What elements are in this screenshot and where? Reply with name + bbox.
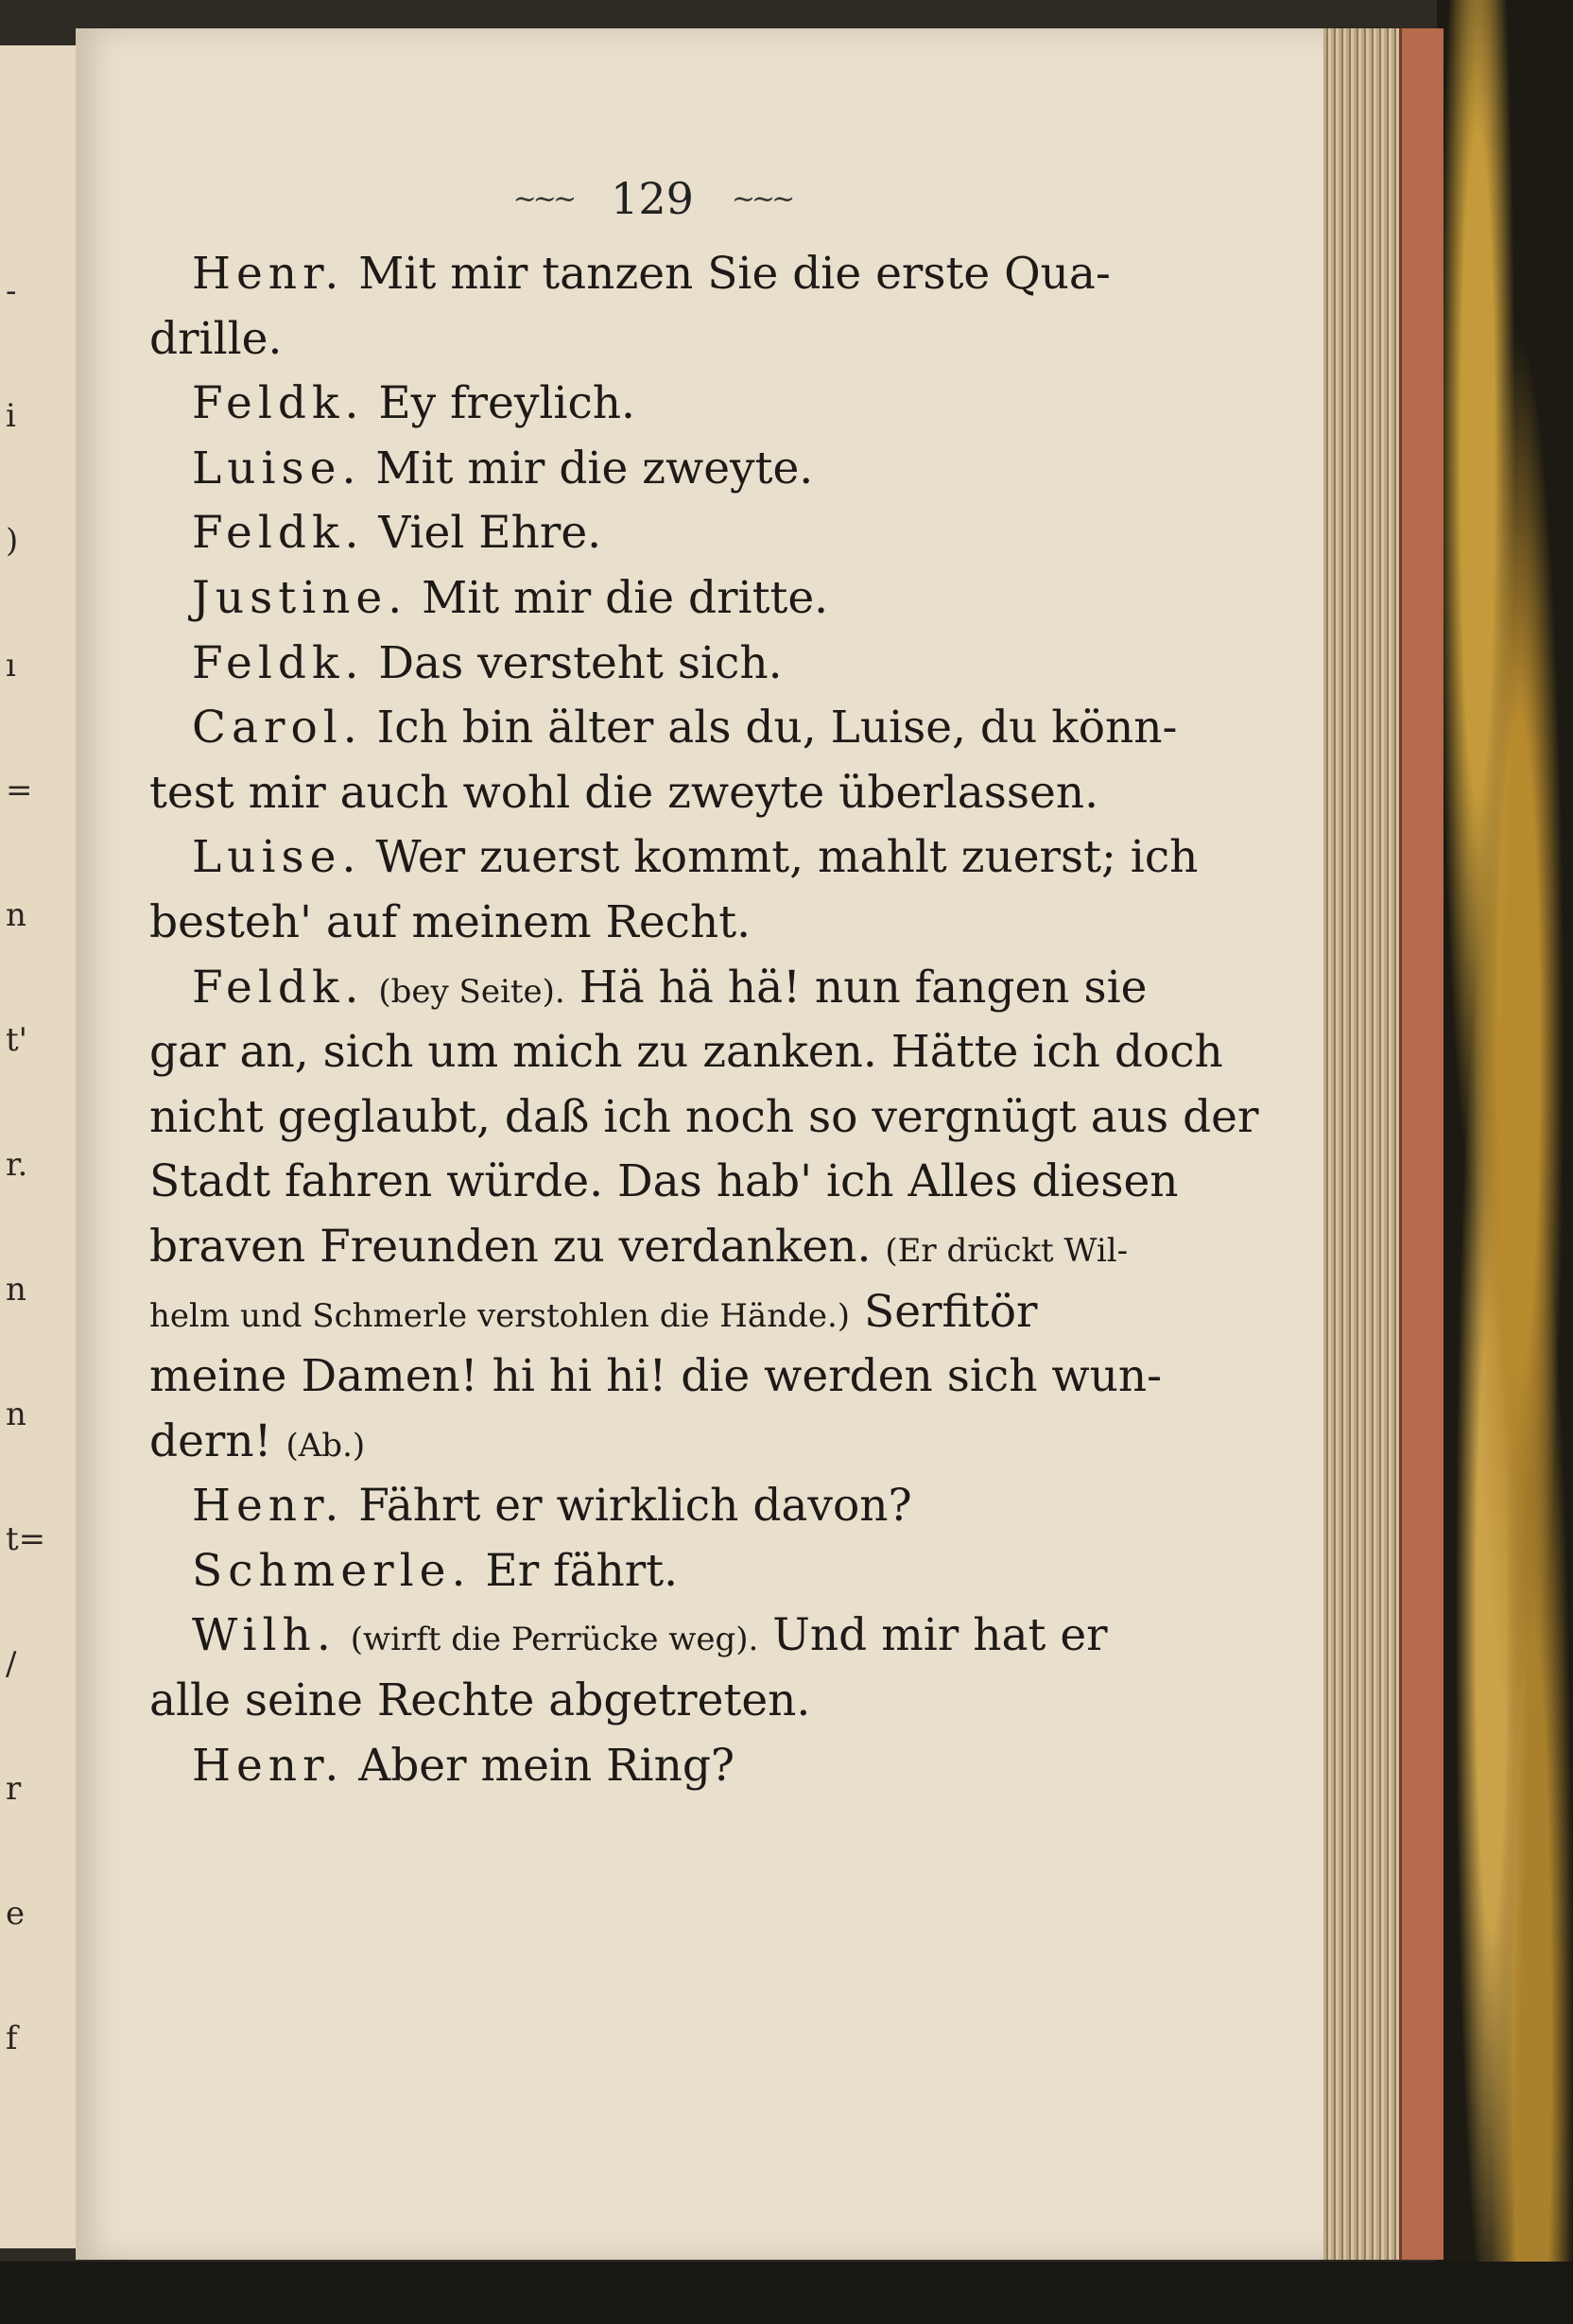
text-line bbox=[149, 307, 1142, 373]
line-text: test mir auch wohl die zweyte überlassen. bbox=[149, 766, 1099, 819]
stage-direction: (Er drückt Wil- bbox=[885, 1231, 1129, 1270]
line-text: Ey freylich. bbox=[378, 377, 635, 430]
play-text bbox=[149, 242, 1259, 1798]
speaker-name: Carol. bbox=[192, 702, 363, 754]
text-line bbox=[149, 1604, 1142, 1669]
scan-background bbox=[0, 2262, 1573, 2324]
ornament-left: ~~~ bbox=[512, 182, 574, 216]
page-number: 129 bbox=[611, 173, 694, 224]
line-text: dern! bbox=[149, 1414, 272, 1467]
stage-direction: (bey Seite). bbox=[378, 972, 565, 1011]
text-line bbox=[149, 1344, 1163, 1410]
line-text: Wer zuerst kommt, mahlt zuerst; ich bbox=[375, 831, 1199, 884]
text-line bbox=[149, 1539, 1142, 1604]
speaker-name: Feldk. bbox=[192, 507, 365, 560]
stage-direction: (Ab.) bbox=[285, 1426, 366, 1465]
speaker-name: Henr. bbox=[192, 1739, 345, 1792]
stage-direction: helm und Schmerle verstohlen die Hände.) bbox=[149, 1296, 851, 1335]
line-text: Mit mir die zweyte. bbox=[375, 442, 814, 494]
line-text: Serfitör bbox=[864, 1285, 1038, 1338]
left-page-fragment: f bbox=[6, 2020, 18, 2057]
speaker-name: Justine. bbox=[192, 571, 408, 624]
left-page-fragment: - bbox=[6, 272, 17, 310]
line-text: Mit mir tanzen Sie die erste Qua- bbox=[358, 248, 1111, 300]
text-line bbox=[149, 1474, 1142, 1539]
text-line bbox=[149, 632, 1142, 697]
line-text: Aber mein Ring? bbox=[358, 1739, 735, 1792]
line-text: Das versteht sich. bbox=[378, 636, 783, 689]
line-text: braven Freunden zu verdanken. bbox=[149, 1220, 872, 1273]
page-edges bbox=[1323, 28, 1399, 2260]
line-text: Mit mir die dritte. bbox=[422, 571, 829, 624]
left-page-fragment: n bbox=[6, 1271, 26, 1309]
text-line bbox=[149, 242, 1142, 307]
line-text: meine Damen! hi hi hi! die werden sich wun- bbox=[149, 1350, 1163, 1403]
text-line bbox=[149, 566, 1142, 632]
left-page-fragment: n bbox=[6, 896, 26, 934]
speaker-name: Luise. bbox=[192, 442, 362, 494]
left-page-fragment: t= bbox=[6, 1520, 46, 1558]
line-text: Fährt er wirklich davon? bbox=[358, 1480, 912, 1533]
text-line bbox=[149, 372, 1142, 437]
text-line bbox=[149, 437, 1142, 502]
text-line bbox=[149, 696, 1178, 761]
text-line bbox=[149, 891, 1142, 956]
red-page-edge bbox=[1399, 28, 1443, 2260]
text-line bbox=[149, 1020, 1223, 1085]
speaker-name: Wilh. bbox=[192, 1609, 337, 1662]
text-line bbox=[149, 1215, 1142, 1280]
left-page-fragment: n bbox=[6, 1396, 26, 1433]
text-line bbox=[149, 956, 1148, 1021]
ornament-right: ~~~ bbox=[731, 182, 792, 216]
left-page-fragment: r. bbox=[6, 1146, 28, 1184]
speaker-name: Feldk. bbox=[192, 377, 365, 430]
book-cover-marble bbox=[1437, 0, 1573, 2324]
text-line bbox=[149, 1410, 1142, 1475]
line-text: Und mir hat er bbox=[772, 1609, 1108, 1662]
text-line bbox=[149, 1150, 1179, 1215]
line-text: gar an, sich um mich zu zanken. Hätte ich doch bbox=[149, 1026, 1223, 1079]
speaker-name: Luise. bbox=[192, 831, 362, 884]
text-line bbox=[149, 1734, 1142, 1799]
left-page-edge bbox=[0, 45, 81, 2248]
left-page-fragment: r bbox=[6, 1770, 22, 1808]
line-text: nicht geglaubt, daß ich noch so vergnügt aus der bbox=[149, 1090, 1259, 1143]
line-text: Ich bin älter als du, Luise, du könn- bbox=[376, 702, 1178, 754]
line-text: Viel Ehre. bbox=[378, 507, 602, 560]
text-line bbox=[149, 1280, 1142, 1345]
text-line bbox=[149, 1669, 1142, 1734]
line-text: alle seine Rechte abgetreten. bbox=[149, 1674, 811, 1727]
page-header bbox=[454, 170, 851, 227]
speaker-name: Henr. bbox=[192, 1480, 345, 1533]
left-page-fragment: t' bbox=[6, 1021, 28, 1059]
line-text: Hä hä hä! nun fangen sie bbox=[579, 961, 1148, 1014]
line-text: Stadt fahren würde. Das hab' ich Alles diesen bbox=[149, 1155, 1179, 1208]
left-page-fragment: i bbox=[6, 397, 16, 435]
line-text: besteh' auf meinem Recht. bbox=[149, 895, 752, 948]
left-page-fragment: ı bbox=[6, 647, 16, 685]
text-line bbox=[149, 501, 1142, 566]
line-text: drille. bbox=[149, 312, 283, 365]
left-page-fragment: ) bbox=[6, 522, 19, 560]
speaker-name: Henr. bbox=[192, 248, 345, 300]
stage-direction: (wirft die Perrücke weg). bbox=[350, 1621, 759, 1659]
left-page-fragment: e bbox=[6, 1895, 26, 1933]
left-page-fragment: = bbox=[6, 772, 33, 809]
speaker-name: Feldk. bbox=[192, 636, 365, 689]
text-line bbox=[149, 761, 1142, 826]
left-page-fragment: / bbox=[6, 1645, 17, 1683]
speaker-name: Feldk. bbox=[192, 961, 365, 1014]
text-line bbox=[149, 1085, 1259, 1151]
line-text: Er fährt. bbox=[485, 1544, 679, 1597]
text-line bbox=[149, 825, 1199, 891]
speaker-name: Schmerle. bbox=[192, 1544, 472, 1597]
